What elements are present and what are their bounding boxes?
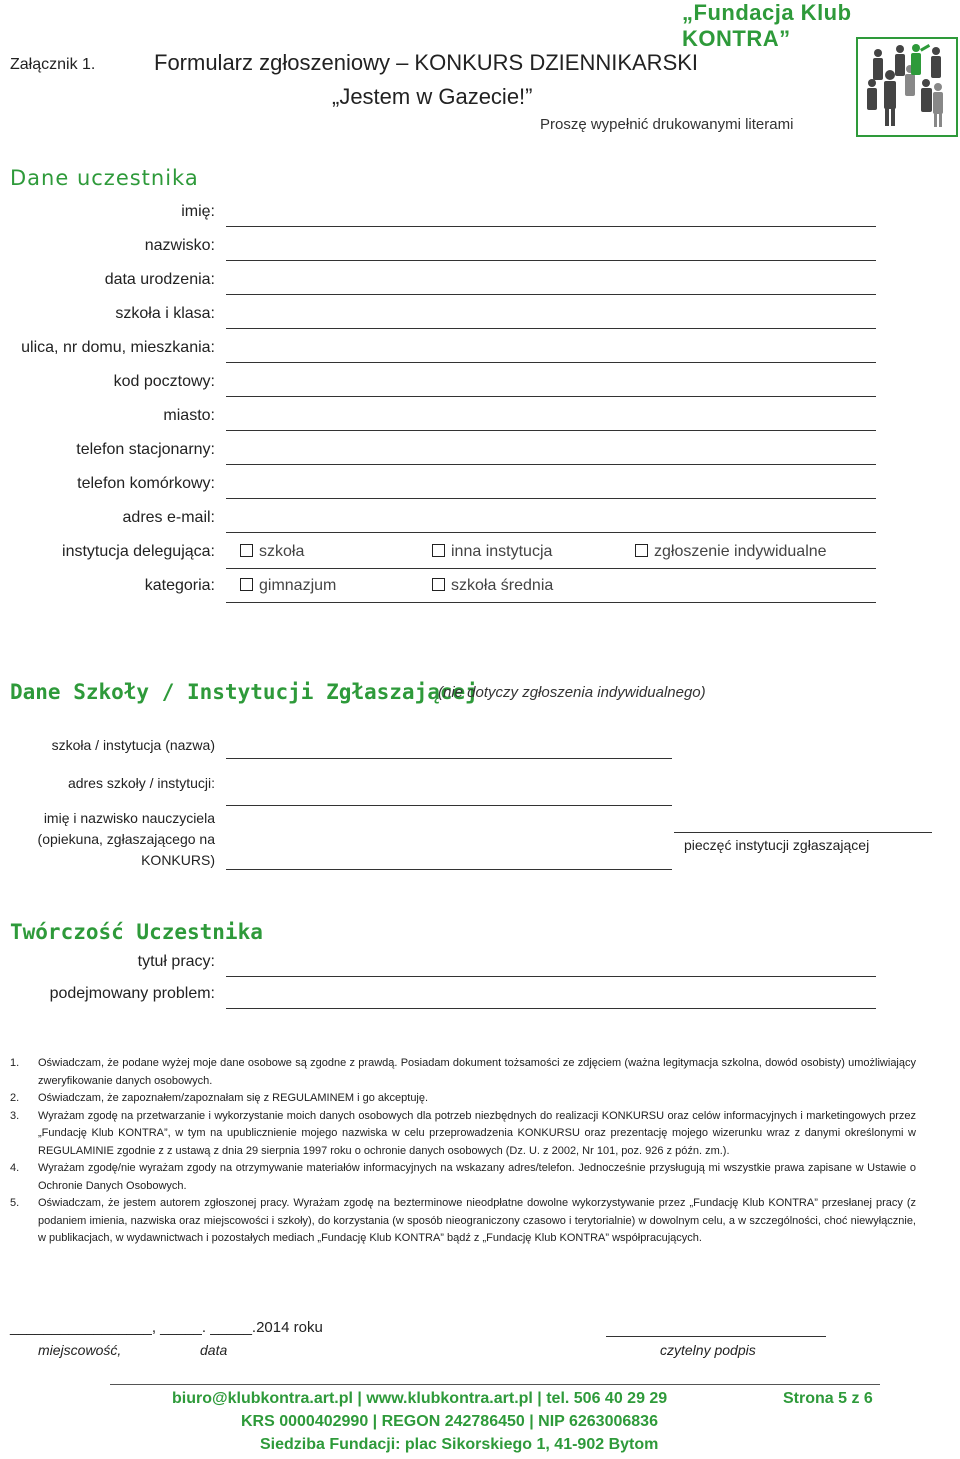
school-address-label: adres szkoły / instytucji: bbox=[67, 775, 215, 791]
checkbox-icon[interactable] bbox=[432, 544, 445, 557]
declaration-text: Oświadczam, że zapoznałem/zapoznałam się z REGULAMINEM i go akceptuję. bbox=[38, 1092, 429, 1104]
form-title: Formularz zgłoszeniowy – KONKURS DZIENNIKARSKI bbox=[154, 50, 699, 75]
declaration-number: 4. bbox=[10, 1162, 20, 1174]
delegating-underline bbox=[226, 568, 876, 569]
city-label: miasto: bbox=[163, 407, 215, 424]
school-section-heading: Dane Szkoły / Instytucji Zgłaszającej bbox=[10, 680, 478, 704]
footer-contact: biuro@klubkontra.art.pl | www.klubkontra.art.pl | tel. 506 40 29 29 bbox=[172, 1390, 668, 1407]
checkbox-icon[interactable] bbox=[635, 544, 648, 557]
mobile-label: telefon komórkowy: bbox=[77, 475, 215, 492]
checkbox-icon[interactable] bbox=[240, 578, 253, 591]
stamp-label: pieczęć instytucji zgłaszającej bbox=[684, 837, 870, 853]
category-option-high-school[interactable] bbox=[432, 577, 553, 595]
work-problem-field[interactable] bbox=[226, 1008, 876, 1009]
declaration-number: 5. bbox=[10, 1197, 20, 1209]
teacher-label-line3: KONKURS) bbox=[141, 852, 215, 868]
instruction-text: Proszę wypełnić drukowanymi literami bbox=[540, 116, 794, 133]
declaration-item bbox=[10, 1108, 916, 1161]
email-label: adres e-mail: bbox=[122, 509, 215, 526]
footer-address: Siedziba Fundacji: plac Sikorskiego 1, 41-902 Bytom bbox=[260, 1436, 659, 1453]
first-name-field[interactable] bbox=[226, 226, 876, 227]
birth-date-label: data urodzenia: bbox=[104, 271, 215, 288]
email-field[interactable] bbox=[226, 532, 876, 533]
place-date-line[interactable]: _________________, _____. _____.2014 roku bbox=[10, 1319, 323, 1336]
delegating-option-other[interactable] bbox=[432, 543, 552, 561]
category-option-label: gimnazjum bbox=[259, 577, 337, 594]
footer-registry: KRS 0000402990 | REGON 242786450 | NIP 6263006836 bbox=[241, 1413, 658, 1430]
declaration-item bbox=[10, 1160, 916, 1195]
declaration-number: 2. bbox=[10, 1092, 20, 1104]
footer-divider bbox=[110, 1384, 880, 1385]
people-group-icon bbox=[858, 39, 956, 135]
delegating-option-individual[interactable] bbox=[635, 543, 827, 561]
page-number: Strona 5 z 6 bbox=[783, 1390, 873, 1407]
postal-code-label: kod pocztowy: bbox=[113, 373, 215, 390]
date-label: data bbox=[200, 1342, 228, 1358]
declaration-number: 1. bbox=[10, 1057, 20, 1069]
school-class-field[interactable] bbox=[226, 328, 876, 329]
organization-logo bbox=[856, 37, 958, 137]
participant-section-heading: Dane uczestnika bbox=[10, 166, 199, 190]
checkbox-icon[interactable] bbox=[432, 578, 445, 591]
delegating-institution-label: instytucja delegująca: bbox=[62, 543, 215, 560]
declaration-text: Oświadczam, że podane wyżej moje dane osobowe są zgodne z prawdą. Posiadam dokument tożsamości ze zdjęciem (ważna legitymacja szkolna, dowód osobisty) umożliwiający zweryfikowanie danych osobowych. bbox=[38, 1057, 916, 1087]
declarations bbox=[10, 1055, 916, 1248]
category-option-label: szkoła średnia bbox=[451, 577, 554, 594]
delegating-option-label: zgłoszenie indywidualne bbox=[654, 543, 827, 560]
declaration-item bbox=[10, 1055, 916, 1090]
birth-date-field[interactable] bbox=[226, 294, 876, 295]
contest-name: „Jestem w Gazecie!” bbox=[332, 84, 533, 109]
last-name-field[interactable] bbox=[226, 260, 876, 261]
checkbox-icon[interactable] bbox=[240, 544, 253, 557]
signature-line[interactable] bbox=[606, 1336, 826, 1337]
signature-label: czytelny podpis bbox=[660, 1342, 756, 1358]
organization-name: „Fundacja Klub KONTRA” bbox=[682, 0, 852, 51]
school-class-label: szkoła i klasa: bbox=[115, 305, 215, 322]
landline-label: telefon stacjonarny: bbox=[76, 441, 215, 458]
declaration-item bbox=[10, 1090, 916, 1108]
delegating-option-label: szkoła bbox=[259, 543, 305, 560]
teacher-label-line2: (opiekuna, zgłaszającego na bbox=[37, 831, 215, 847]
work-title-field[interactable] bbox=[226, 976, 876, 977]
declaration-text: Wyrażam zgodę na przetwarzanie i wykorzystanie moich danych osobowych dla potrzeb niezbędnych do realizacji KONKURSU oraz celów informacyjnych i marketingowych przez „Fundację Klub KONTRA”, w tym na upublicznienie mojego nazwiska w celu przeprowadzenia KONKURSU oraz prezentację mojego wizerunku wraz z danymi określonymi w REGULAMINIE zgodnie z z ustawą z dnia 29 sierpnia 1997 roku o ochronie danych osobowych (Dz. U. z 2002, Nr 101, poz. 926 z późn. zm.). bbox=[38, 1109, 916, 1157]
school-name-field[interactable] bbox=[226, 758, 672, 759]
category-label: kategoria: bbox=[144, 577, 215, 594]
city-field[interactable] bbox=[226, 430, 876, 431]
last-name-label: nazwisko: bbox=[144, 237, 215, 254]
work-title-label: tytuł pracy: bbox=[137, 953, 215, 970]
declaration-number: 3. bbox=[10, 1109, 20, 1122]
place-label: miejscowość, bbox=[38, 1342, 122, 1358]
landline-field[interactable] bbox=[226, 464, 876, 465]
mobile-field[interactable] bbox=[226, 498, 876, 499]
work-section-heading: Twórczość Uczestnika bbox=[10, 920, 263, 944]
stamp-line bbox=[674, 832, 932, 833]
school-address-field[interactable] bbox=[226, 805, 672, 806]
declaration-text: Wyrażam zgodę/nie wyrażam zgody na otrzymywanie materiałów informacyjnych na wskazany adres/telefon. Jednocześnie przysługują mi wszystkie prawa zapisane w Ustawie o Ochronie Danych Osobowych. bbox=[38, 1162, 916, 1192]
teacher-label-line1: imię i nazwisko nauczyciela bbox=[43, 810, 215, 826]
school-section-note: (nie dotyczy zgłoszenia indywidualnego) bbox=[438, 684, 706, 701]
teacher-name-field[interactable] bbox=[226, 869, 672, 870]
school-name-label: szkoła / instytucja (nazwa) bbox=[51, 737, 215, 753]
delegating-option-label: inna instytucja bbox=[451, 543, 553, 560]
declaration-item bbox=[10, 1195, 916, 1248]
category-option-junior-high[interactable] bbox=[240, 577, 336, 595]
postal-code-field[interactable] bbox=[226, 396, 876, 397]
attachment-label: Załącznik 1. bbox=[10, 56, 96, 73]
delegating-option-school[interactable] bbox=[240, 543, 304, 561]
work-problem-label: podejmowany problem: bbox=[49, 985, 215, 1002]
street-field[interactable] bbox=[226, 362, 876, 363]
street-label: ulica, nr domu, mieszkania: bbox=[21, 339, 215, 356]
category-underline bbox=[226, 602, 876, 603]
first-name-label: imię: bbox=[181, 203, 215, 220]
declaration-text: Oświadczam, że jestem autorem zgłoszonej pracy. Wyrażam zgodę na bezterminowe nieodpłatne dowolne wykorzystywanie przez „Fundację Klub KONTRA” przesłanej pracy (z podaniem imienia, nazwiska oraz miejscowości i szkoły), do korzystania (w sposób nieograniczony czasowo i terytorialnie) w dowolnym celu, a w szczególności, choć niewyłącznie, w publikacjach, w wydawnictwach i pozostałych mediach „Fundację Klub KONTRA” bądź z „Fundację Klub KONTRA” współpracujących. bbox=[38, 1197, 916, 1244]
